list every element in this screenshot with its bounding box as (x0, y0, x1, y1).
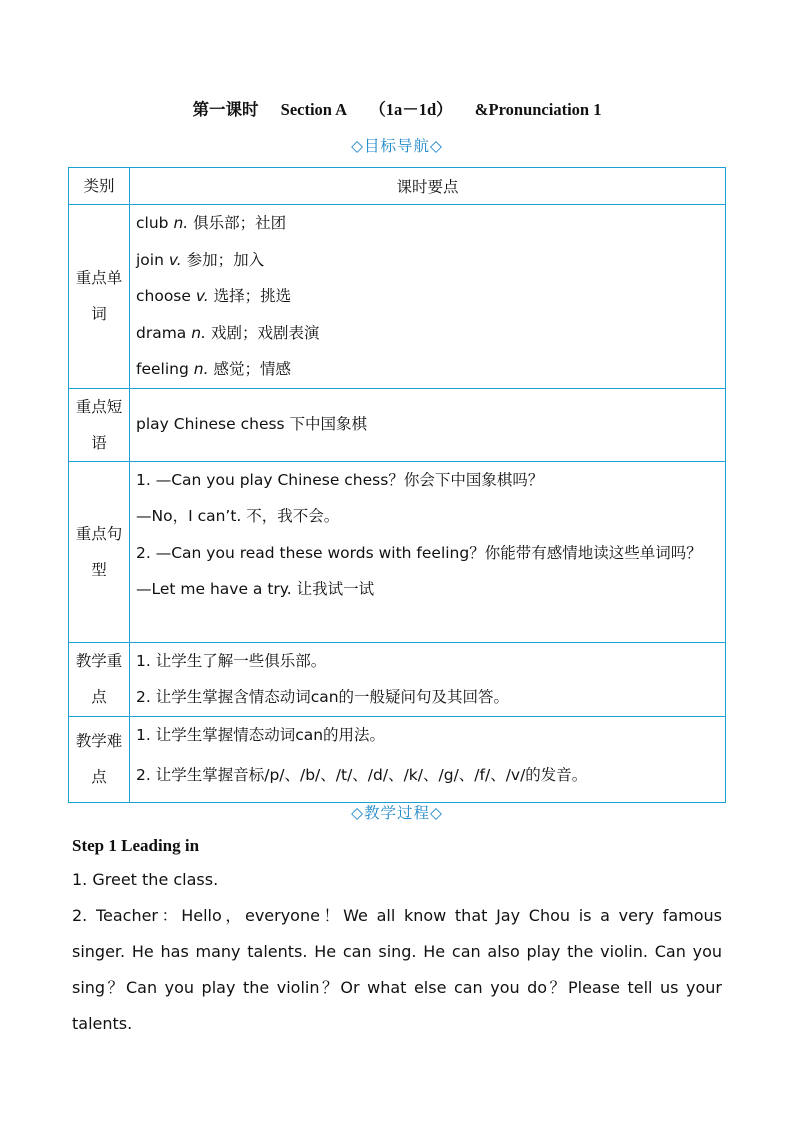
vocab-row (69, 205, 726, 389)
focus-item: 1. 让学生了解一些俱乐部。 (136, 651, 327, 670)
pronunciation-part: &Pronunciation 1 (474, 100, 602, 119)
sentence-item: 1. —Can you play Chinese chess？你会下中国象棋吗？ (136, 470, 544, 489)
process-nav-heading: ◇教学过程◇ (351, 804, 443, 822)
sentence-item: —No，I can’t. 不，我不会。 (136, 507, 340, 525)
sentence-item: —Let me have a try. 让我试一试 (136, 580, 375, 598)
focus-category: 教学重点 (75, 652, 123, 706)
vocab-content (130, 205, 726, 389)
header-points: 课时要点 (130, 168, 726, 205)
phrase-row (69, 388, 726, 461)
difficulty-item: 1. 让学生掌握情态动词can的用法。 (136, 725, 386, 744)
focus-item: 2. 让学生掌握含情态动词can的一般疑问句及其回答。 (136, 688, 510, 706)
lesson-title (0, 96, 794, 120)
sentence-row (69, 461, 726, 642)
sentence-content (130, 461, 726, 642)
difficulty-row (69, 716, 726, 802)
lesson-points-table (68, 167, 726, 803)
sentence-item: 2. —Can you read these words with feeling？你能带有感情地读这些单词吗？ (136, 543, 702, 562)
vocab-category: 重点单词 (75, 269, 123, 324)
goals-nav-heading: ◇目标导航◇ (351, 137, 443, 155)
phrase-content (130, 388, 726, 461)
phrase-item: play Chinese chess 下中国象棋 (136, 415, 368, 434)
difficulty-category: 教学难点 (75, 732, 123, 786)
vocab-item: club n. 俱乐部；社团 (136, 214, 287, 232)
step-line-greet: 1. Greet the class. (72, 870, 219, 889)
vocab-item: feeling n. 感觉；情感 (136, 360, 291, 378)
focus-content (130, 642, 726, 716)
vocab-item: drama n. 戏剧；戏剧表演 (136, 323, 320, 342)
header-category: 类别 (69, 168, 130, 205)
step-line-teacher: 2. Teacher：Hello，everyone！We all know that Jay Chou is a very famous singer. He has many talents. He can sing. He can also play the violin. Can you sing？Can you play the violin？Or what else can you do？Please tell us your talents. (72, 906, 722, 1033)
vocab-item: join v. 参加；加入 (136, 250, 265, 269)
lesson-number: 第一课时 (192, 100, 259, 119)
difficulty-item: 2. 让学生掌握音标/p/、/b/、/t/、/d/、/k/、/g/、/f/、/v/的发音。 (136, 766, 588, 784)
table-header-row (69, 168, 726, 205)
step-title: Step 1 Leading in (72, 836, 200, 855)
sentence-category: 重点句型 (75, 524, 123, 579)
section-name: Section A (280, 100, 348, 119)
difficulty-content (130, 716, 726, 802)
vocab-item: choose v. 选择；挑选 (136, 287, 292, 305)
section-range: （1a－1d） (369, 100, 453, 119)
focus-row (69, 642, 726, 716)
phrase-category: 重点短语 (75, 397, 123, 452)
